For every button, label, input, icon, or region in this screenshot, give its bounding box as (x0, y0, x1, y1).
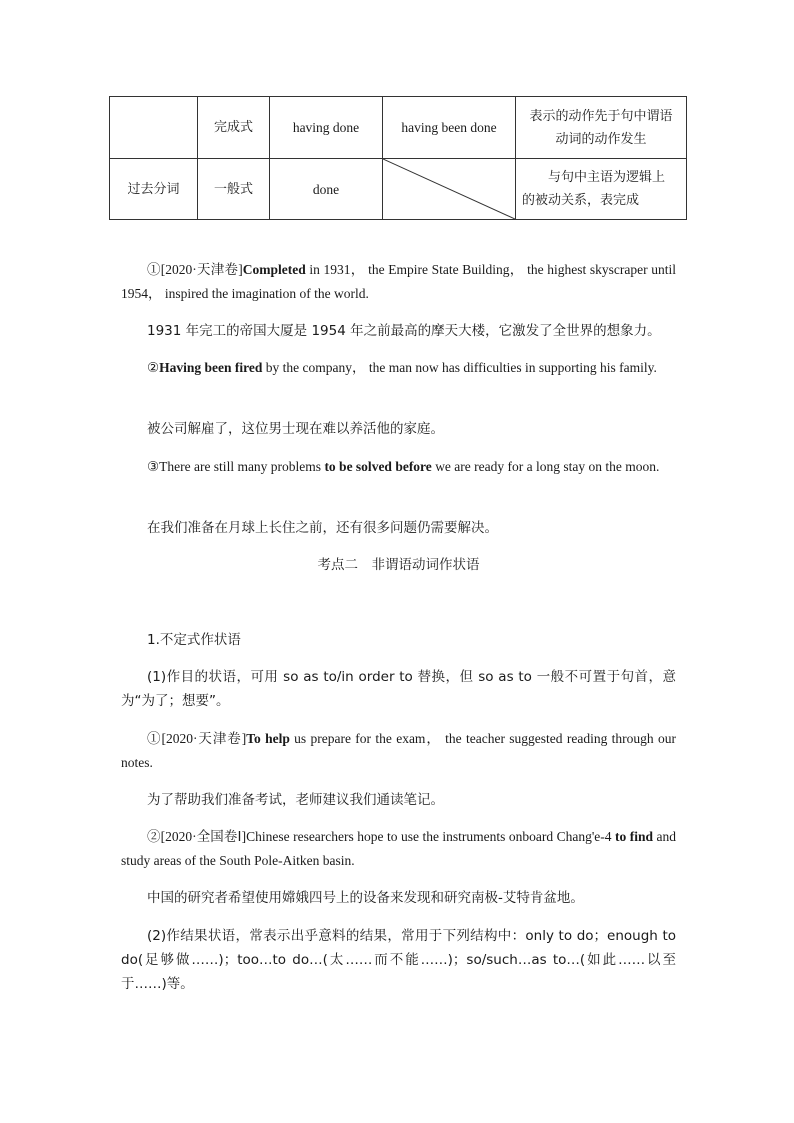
cell-line: 表示的动作先于句中谓语 (529, 108, 673, 124)
bold-phrase: to find (615, 829, 654, 844)
table-cell: 完成式 (198, 97, 270, 159)
bold-phrase: Completed (242, 262, 306, 277)
example-1 (121, 258, 676, 306)
example-4 (121, 727, 676, 775)
example-text: we are ready for a long stay on the moon. (431, 459, 660, 474)
example-text: and study areas of the South Pole-Aitken basin. (121, 829, 676, 868)
table-cell: 过去分词 (110, 159, 198, 220)
bold-phrase: To help (246, 731, 290, 746)
rule-paragraph: (1)作目的状语，可用 so as to/in order to 替换，但 so as to 一般不可置于句首，意为“为了；想要”。 (121, 669, 676, 709)
table-cell: done (270, 159, 383, 220)
table-row (110, 159, 687, 220)
cell-line: 动词的动作发生 (555, 131, 647, 147)
example-5 (121, 825, 676, 873)
participle-table (109, 96, 687, 220)
table-cell (110, 97, 198, 159)
example-4-translation: 为了帮助我们准备考试，老师建议我们通读笔记。 (147, 792, 444, 808)
example-number: ①[2020·天津卷] (147, 731, 247, 746)
example-2 (121, 356, 676, 380)
table-cell (516, 159, 687, 220)
subheading: 1.不定式作状语 (147, 632, 241, 648)
table-cell: having done (270, 97, 383, 159)
table-cell: 一般式 (198, 159, 270, 220)
bold-phrase: Having been fired (159, 360, 263, 375)
example-2-translation: 被公司解雇了，这位男士现在难以养活他的家庭。 (147, 421, 444, 437)
example-text: in 1931， the Empire State Building， the highest skyscraper until 1954， inspired the imagination of the world. (121, 262, 676, 301)
example-1-translation: 1931 年完工的帝国大厦是 1954 年之前最高的摩天大楼，它激发了全世界的想象力。 (147, 323, 661, 339)
rule-paragraph: (2)作结果状语，常表示出乎意料的结果，常用于下列结构中：only to do；enough to do(足够做……)；too…to do…(太……而不能……)；so/such…as to…(如此……以至于……)等。 (121, 928, 676, 992)
diagonal-empty-cell (383, 159, 516, 220)
example-number: ② (147, 360, 160, 375)
cell-line: 与句中主语为逻辑上 (548, 170, 666, 185)
example-text: ③There are still many problems (147, 459, 325, 474)
example-number: ①[2020·天津卷] (147, 262, 243, 277)
table-row (110, 97, 687, 159)
table-cell: having been done (383, 97, 516, 159)
cell-line: 的被动关系，表完成 (522, 193, 640, 208)
bold-phrase: to be solved before (324, 459, 432, 474)
table-cell (516, 97, 687, 159)
example-text: us prepare for the exam， the teacher suggested reading through our notes. (121, 731, 676, 770)
diagonal-line (383, 159, 515, 219)
example-3-translation: 在我们准备在月球上长住之前，还有很多问题仍需要解决。 (147, 520, 498, 536)
example-5-translation: 中国的研究者希望使用嫦娥四号上的设备来发现和研究南极-艾特肯盆地。 (147, 890, 584, 906)
section-title: 考点二 非谓语动词作状语 (317, 557, 480, 573)
example-3 (121, 455, 676, 479)
example-text: by the company， the man now has difficulties in supporting his family. (262, 360, 657, 375)
example-text: ②[2020·全国卷Ⅰ]Chinese researchers hope to use the instruments onboard Chang'e-4 (147, 829, 616, 844)
